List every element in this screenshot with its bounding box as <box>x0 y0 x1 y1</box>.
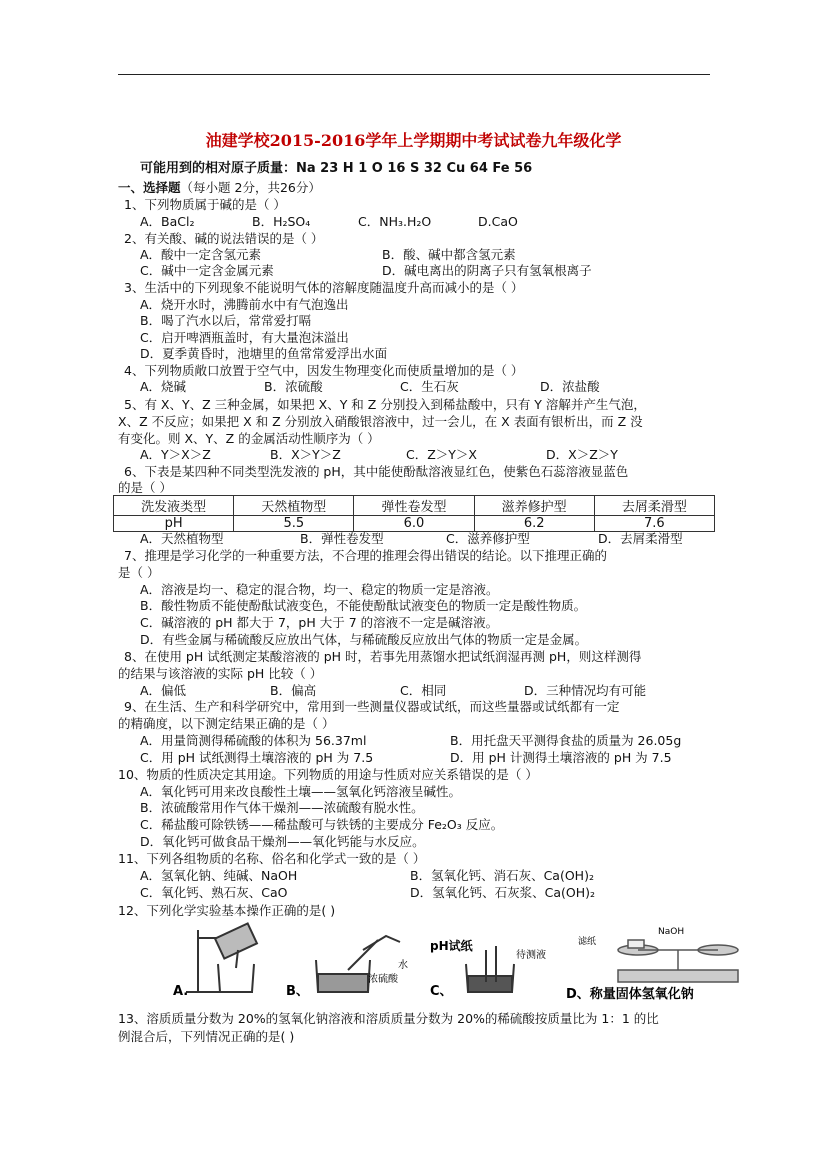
q4-option-c: C．生石灰 <box>400 379 459 394</box>
q7-line2: 是（ ） <box>118 565 160 580</box>
q8-line2: 的结果与该溶液的实际 pH 比较（ ） <box>118 666 323 681</box>
atomic-masses: 可能用到的相对原子质量：Na 23 H 1 O 16 S 32 Cu 64 Fe 56 <box>140 161 533 176</box>
label-water: 水 <box>398 960 408 971</box>
q3-option-c: C．启开啤酒瓶盖时，有大量泡沫溢出 <box>140 330 349 345</box>
q6-option-b: B．弹性卷发型 <box>300 531 384 546</box>
q8-option-b: B．偏高 <box>270 683 317 698</box>
q5-line1: 5、有 X、Y、Z 三种金属，如果把 X、Y 和 Z 分别投入到稀盐酸中，只有 Y 溶解并产生气泡， <box>124 397 646 412</box>
q2-option-d: D．碱电离出的阴离子只有氢氧根离子 <box>382 263 592 278</box>
q3-option-d: D．夏季黄昏时，池塘里的鱼常常爱浮出水面 <box>140 346 388 361</box>
q1-option-d: D.CaO <box>478 214 518 229</box>
label-filter-paper: 滤纸 <box>578 937 597 947</box>
label-conc-acid: 浓硫酸 <box>368 974 398 985</box>
q7-option-b: B．酸性物质不能使酚酞试液变色，不能使酚酞试液变色的物质一定是酸性物质。 <box>140 598 587 613</box>
q9-option-c: C．用 pH 试纸测得土壤溶液的 pH 为 7.5 <box>140 750 374 765</box>
q8-option-c: C．相同 <box>400 683 447 698</box>
q11-option-c: C．氧化钙、熟石灰、CaO <box>140 885 288 900</box>
q4-stem: 4、下列物质敞口放置于空气中，因发生物理变化而使质量增加的是（ ） <box>124 363 524 378</box>
q2-stem: 2、有关酸、碱的说法错误的是（ ） <box>124 231 324 246</box>
q13-line1: 13、溶质质量分数为 20%的氢氧化钠溶液和溶质质量分数为 20%的稀硫酸按质量比为 1：1 的比 <box>118 1011 659 1026</box>
q9-option-a: A．用量筒测得稀硫酸的体积为 56.37ml <box>140 733 367 748</box>
q11-option-a: A．氢氧化钠、纯碱、NaOH <box>140 868 298 883</box>
figure-label-d: D、称量固体氢氧化钠 <box>566 987 694 1002</box>
figure-label-b: B、 <box>286 984 309 999</box>
q4-option-b: B．浓硫酸 <box>264 379 323 394</box>
q5-line2: X、Z 不反应；如果把 X 和 Z 分别放入硝酸银溶液中，过一会儿，在 X 表面有银析出，而 Z 没 <box>118 414 643 429</box>
section-note: （每小题 2分，共26分） <box>180 180 321 195</box>
q9-line1: 9、在生活、生产和科学研究中，常用到一些测量仪器或试纸，而这些量器或试纸都有一定 <box>124 699 620 714</box>
q10-option-a: A．氧化钙可用来改良酸性土壤——氢氧化钙溶液呈碱性。 <box>140 784 462 799</box>
q9-option-b: B．用托盘天平测得食盐的质量为 26.05g <box>450 733 682 748</box>
table-header-row <box>114 496 715 516</box>
label-naoh: NaOH <box>658 927 685 937</box>
q5-option-b: B．X＞Y＞Z <box>270 447 341 462</box>
section-title: 一、选择题 <box>118 180 181 195</box>
q9-option-d: D．用 pH 计测得土壤溶液的 pH 为 7.5 <box>450 750 672 765</box>
q3-option-b: B．喝了汽水以后，常常爱打嗝 <box>140 313 312 328</box>
table-header-cell: 洗发液类型 <box>114 496 234 516</box>
q13-line2: 例混合后，下列情况正确的是( ) <box>118 1029 295 1044</box>
q3-stem: 3、生活中的下列现象不能说明气体的溶解度随温度升高而减小的是（ ） <box>124 280 524 295</box>
table-header-cell: 天然植物型 <box>234 496 354 516</box>
q5-option-c: C．Z＞Y＞X <box>406 447 477 462</box>
q10-option-b: B．浓硫酸常用作气体干燥剂——浓硫酸有脱水性。 <box>140 800 424 815</box>
q4-option-a: A．烧碱 <box>140 379 187 394</box>
table-cell: 6.2 <box>474 516 594 532</box>
q7-option-a: A．溶液是均一、稳定的混合物，均一、稳定的物质一定是溶液。 <box>140 582 499 597</box>
q1-option-a: A．BaCl₂ <box>140 214 195 229</box>
table-row <box>114 516 715 532</box>
table-cell: 6.0 <box>354 516 474 532</box>
figure-a-pouring <box>186 923 257 992</box>
figure-label-c: C、 <box>430 984 453 999</box>
figure-d-balance <box>618 940 738 982</box>
q8-option-d: D．三种情况均有可能 <box>524 683 647 698</box>
lab-operations-figure <box>168 920 764 1010</box>
q2-option-b: B．酸、碱中都含氢元素 <box>382 247 516 262</box>
q9-line2: 的精确度，以下测定结果正确的是（ ） <box>118 716 335 731</box>
q1-stem: 1、下列物质属于碱的是（ ） <box>124 197 286 212</box>
q7-option-c: C．碱溶液的 pH 都大于 7，pH 大于 7 的溶液不一定是碱溶液。 <box>140 615 499 630</box>
q11-stem: 11、下列各组物质的名称、俗名和化学式一致的是（ ） <box>118 851 426 866</box>
page-title: 油建学校2015-2016学年上学期期中考试试卷九年级化学 <box>205 131 622 150</box>
q10-option-d: D．氧化钙可做食品干燥剂——氧化钙能与水反应。 <box>140 834 425 849</box>
table-cell: pH <box>114 516 234 532</box>
q1-option-c: C．NH₃.H₂O <box>358 214 432 229</box>
q2-option-a: A．酸中一定含氢元素 <box>140 247 262 262</box>
q11-option-d: D．氢氧化钙、石灰浆、Ca(OH)₂ <box>410 885 596 900</box>
q2-option-c: C．碱中一定含金属元素 <box>140 263 274 278</box>
table-header-cell: 去屑柔滑型 <box>594 496 714 516</box>
label-test-liquid: 待测液 <box>516 950 546 961</box>
q6-line1: 6、下表是某四种不同类型洗发液的 pH，其中能使酚酞溶液显红色，使紫色石蕊溶液显蓝色 <box>124 464 629 479</box>
table-header-cell: 弹性卷发型 <box>354 496 474 516</box>
q11-option-b: B．氢氧化钙、消石灰、Ca(OH)₂ <box>410 868 594 883</box>
figure-label-a: A. <box>173 984 189 999</box>
q6-option-d: D．去屑柔滑型 <box>598 531 683 546</box>
q8-line1: 8、在使用 pH 试纸测定某酸溶液的 pH 时，若事先用蒸馏水把试纸润湿再测 pH，则这样测得 <box>124 649 642 664</box>
q6-line2: 的是（ ） <box>118 480 172 495</box>
table-header-cell: 滋养修护型 <box>474 496 594 516</box>
q8-option-a: A．偏低 <box>140 683 187 698</box>
q4-option-d: D．浓盐酸 <box>540 379 600 394</box>
q3-option-a: A．烧开水时，沸腾前水中有气泡逸出 <box>140 297 349 312</box>
q12-stem: 12、下列化学实验基本操作正确的是( ) <box>118 903 336 918</box>
q6-option-c: C．滋养修护型 <box>446 531 530 546</box>
q6-option-a: A．天然植物型 <box>140 531 224 546</box>
q5-option-d: D．X＞Z＞Y <box>546 447 618 462</box>
table-cell: 5.5 <box>234 516 354 532</box>
table-cell: 7.6 <box>594 516 714 532</box>
q7-line1: 7、推理是学习化学的一种重要方法，不合理的推理会得出错误的结论。以下推理正确的 <box>124 548 607 563</box>
q5-line3: 有变化。则 X、Y、Z 的金属活动性顺序为（ ） <box>118 431 380 446</box>
q10-stem: 10、物质的性质决定其用途。下列物质的用途与性质对应关系错误的是（ ） <box>118 767 538 782</box>
q5-option-a: A．Y＞X＞Z <box>140 447 211 462</box>
section-heading <box>118 180 321 196</box>
ph-table <box>113 495 715 532</box>
q1-option-b: B．H₂SO₄ <box>252 214 311 229</box>
figure-c-ph-test <box>466 946 514 992</box>
label-ph-paper: pH试纸 <box>430 939 473 953</box>
q10-option-c: C．稀盐酸可除铁锈——稀盐酸可与铁锈的主要成分 Fe₂O₃ 反应。 <box>140 817 504 832</box>
header-rule <box>118 74 710 75</box>
q7-option-d: D．有些金属与稀硫酸反应放出气体，与稀硫酸反应放出气体的物质一定是金属。 <box>140 632 588 647</box>
